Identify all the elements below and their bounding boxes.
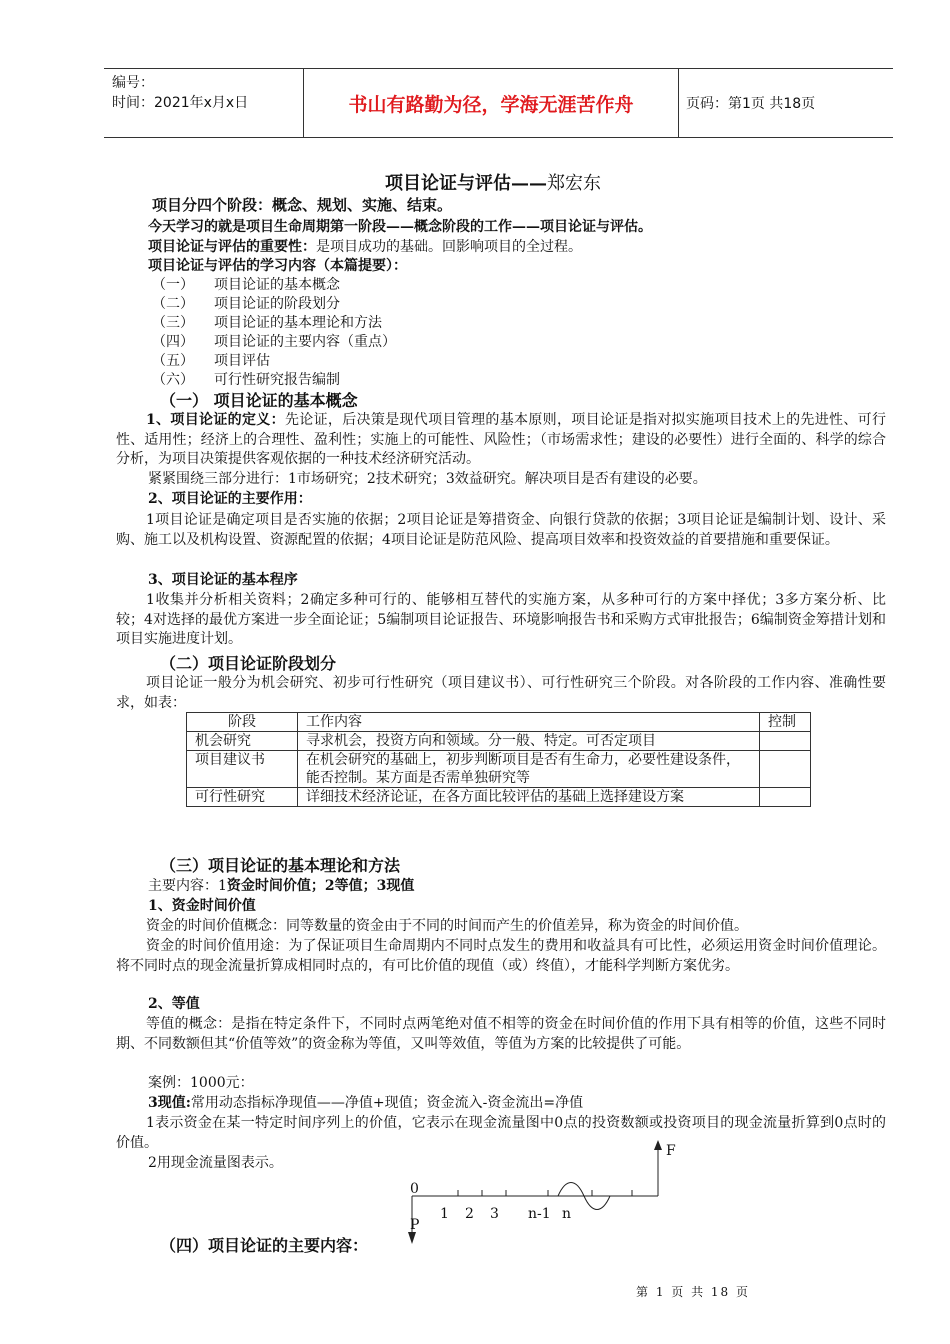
time-value-heading: 1、资金时间价值 [148, 898, 256, 914]
section-2-heading: （二）项目论证阶段划分 [160, 654, 337, 673]
contents-label: 项目论证与评估的学习内容（本篇提要）： [148, 258, 407, 274]
tick-label: 1 [440, 1206, 449, 1222]
p-label: P [410, 1217, 420, 1233]
definition-label: 1、项目论证的定义： [146, 412, 285, 428]
main-contents-line [148, 877, 414, 896]
table-cell-stage: 项目建议书 [187, 751, 298, 788]
table-cell-control [760, 788, 811, 807]
toc-num: （四） [152, 334, 194, 350]
toc-item [152, 276, 340, 295]
toc-text: 项目论证的基本概念 [214, 277, 340, 293]
section-3-heading: （三）项目论证的基本理论和方法 [160, 856, 401, 875]
f-label: F [666, 1143, 676, 1159]
doc-title [385, 174, 601, 193]
toc-text: 项目论证的主要内容（重点） [214, 334, 396, 350]
toc-num: （一） [152, 277, 194, 293]
table-cell-stage: 机会研究 [187, 732, 298, 751]
table-cell-content: 在机会研究的基础上，初步判断项目是否有生命力，必要性建设条件，能否控制。某方面是否需单独研究等 [298, 751, 760, 788]
toc-num: （二） [152, 296, 194, 312]
zero-label: 0 [410, 1181, 419, 1197]
present-value-point-2: 2用现金流量图表示。 [148, 1155, 283, 1171]
procedure-paragraph: 1收集并分析相关资料；2确定多种可行的、能够相互替代的实施方案，从多种可行的方案中择优；3多方案分析、比较；4对选择的最优方案进一步全面论证；5编制项目论证报告、环境影响报告书和采购方式审批报告；6编制资金筹措计划和项目实施进度计划。 [116, 592, 886, 647]
table-cell-control [760, 751, 811, 788]
doc-title-main: 项目论证与评估—— [385, 173, 547, 194]
toc-text: 项目评估 [214, 353, 270, 369]
definition-paragraph [116, 411, 886, 470]
present-value-label: 3现值: [148, 1095, 191, 1111]
toc-num: （三） [152, 315, 194, 331]
toc-text: 项目论证的阶段划分 [214, 296, 340, 312]
table-row [187, 788, 811, 807]
case-line: 案例：1000元： [148, 1075, 254, 1091]
table-cell-control [760, 732, 811, 751]
section-1-heading: （一） 项目论证的基本概念 [160, 391, 358, 410]
toc-item [152, 295, 340, 314]
present-value-text: 常用动态指标净现值——净值+现值；资金流入-资金流出=净值 [190, 1095, 584, 1111]
time-value-use: 资金的时间价值用途：为了保证项目生命周期内不同时点发生的费用和收益具有可比性，必须运用资金时间价值理论。将不同时点的现金流量折算成相同时点的，有可比价值的现值（或）终值），才能科学判断方案优劣。 [116, 938, 886, 974]
header-motto: 书山有路勤为径，学海无涯苦作舟 [348, 93, 634, 116]
doc-title-author: 郑宏东 [547, 173, 601, 194]
main-contents-items: 资金时间价值；2等值；3现值 [226, 878, 415, 894]
toc-item [152, 352, 270, 371]
header-page-info: 页码：第1页 共18页 [686, 96, 816, 112]
tick-label: n [562, 1206, 572, 1222]
toc-item [152, 314, 382, 333]
table-cell-stage: 可行性研究 [187, 788, 298, 807]
page-header [104, 68, 893, 138]
toc-num: （六） [152, 372, 194, 388]
header-divider [678, 69, 679, 137]
table-row [187, 732, 811, 751]
time-label: 时间：2021年x月x日 [112, 95, 249, 111]
table-cell-content: 寻求机会，投资方向和领域。分一般、特定。可否定项目 [298, 732, 760, 751]
stage-table [186, 712, 811, 807]
equivalence-heading: 2、等值 [148, 996, 200, 1012]
present-value-point-1: 1表示资金在某一特定时间序列上的价值，它表示在现金流量图中0点的投资数额或投资项目的现金流量折算到0点时的价值。 [116, 1115, 886, 1151]
header-meta [112, 73, 248, 113]
number-label: 编号： [112, 75, 154, 91]
table-cell-content: 详细技术经济论证，在各方面比较评估的基础上选择建设方案 [298, 788, 760, 807]
toc-num: （五） [152, 353, 194, 369]
procedure-label: 3、项目论证的基本程序 [148, 572, 298, 588]
main-contents-label: 主要内容：1 [148, 878, 227, 894]
section-4-heading: （四）项目论证的主要内容： [160, 1236, 369, 1255]
table-row [187, 751, 811, 788]
phases-line: 项目分四个阶段：概念、规划、实施、结束。 [152, 196, 453, 214]
importance-text: 是项目成功的基础。回影响项目的全过程。 [316, 239, 582, 255]
toc-item [152, 371, 340, 390]
toc-item [152, 333, 396, 352]
table-header-cell: 工作内容 [298, 713, 760, 732]
today-line: 今天学习的就是项目生命周期第一阶段——概念阶段的工作——项目论证与评估。 [148, 219, 652, 235]
inflow-arrow-head [654, 1140, 662, 1150]
section-2-paragraph: 项目论证一般分为机会研究、初步可行性研究（项目建议书）、可行性研究三个阶段。对各阶段的工作内容、准确性要求，如表： [116, 675, 886, 711]
time-value-concept: 资金的时间价值概念：同等数量的资金由于不同的时间而产生的价值差异，称为资金的时间价值。 [146, 918, 748, 934]
table-header-row [187, 713, 811, 732]
tick-label: 2 [465, 1206, 474, 1222]
tick-label: n-1 [528, 1206, 551, 1222]
importance-label: 项目论证与评估的重要性： [148, 239, 316, 255]
table-header-cell: 阶段 [187, 713, 298, 732]
tick-label: 3 [490, 1206, 499, 1222]
equivalence-paragraph: 等值的概念：是指在特定条件下，不同时点两笔绝对值不相等的资金在时间价值的作用下具有相等的价值，这些不同时期、不同数额但其“价值等效”的资金称为等值，又叫等效值，等值为方案的比较提供了可能。 [116, 1016, 886, 1052]
table-header-cell: 控制 [760, 713, 811, 732]
role-label: 2、项目论证的主要作用： [148, 491, 312, 507]
cash-flow-diagram [400, 1138, 700, 1258]
three-parts-line: 紧紧围绕三部分进行：1市场研究；2技术研究；3效益研究。解决项目是否有建设的必要。 [148, 471, 707, 487]
role-paragraph: 1项目论证是确定项目是否实施的依据；2项目论证是筹措资金、向银行贷款的依据；3项目论证是编制计划、设计、采购、施工以及机构设置、资源配置的依据；4项目论证是防范风险、提高项目效率和投资效益的首要措施和重要保证。 [116, 512, 886, 548]
toc-text: 项目论证的基本理论和方法 [214, 315, 382, 331]
toc-text: 可行性研究报告编制 [214, 372, 340, 388]
present-value-line [148, 1094, 583, 1113]
definition-text: 先论证，后决策是现代项目管理的基本原则，项目论证是指对拟实施项目技术上的先进性、可行性、适用性；经济上的合理性、盈利性；实施上的可能性、风险性；（市场需求性；建设的必要性）进行全面的、科学的综合分析，为项目决策提供客观依据的一种技术经济研究活动。 [116, 412, 886, 467]
page-footer: 第 1 页 共 18 页 [636, 1285, 750, 1299]
importance-line [148, 238, 582, 257]
